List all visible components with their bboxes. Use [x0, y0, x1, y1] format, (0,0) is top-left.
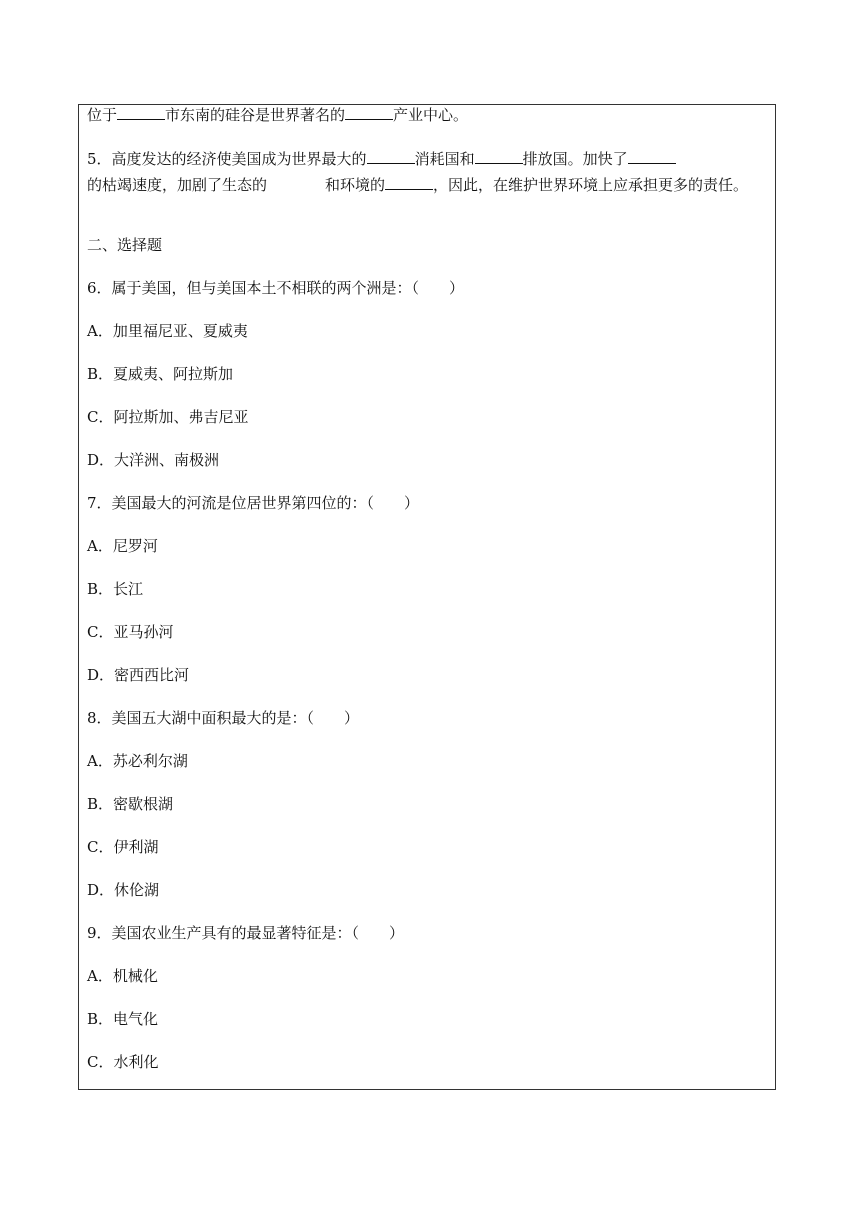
fill-blank [117, 105, 165, 120]
option-item: A．加里福尼亚、夏威夷 [87, 322, 248, 340]
text-segment: 高度发达的经济使美国成为世界最大的 [111, 150, 367, 168]
option-item: C．水利化 [87, 1053, 159, 1071]
option-item: D．休伦湖 [87, 881, 160, 899]
section-title: 二、选择题 [87, 236, 163, 254]
question-5-line-1 [87, 149, 676, 170]
question-stem: 6．属于美国，但与美国本土不相联的两个洲是：（ ） [87, 279, 465, 297]
option-item: C．亚马孙河 [87, 623, 174, 641]
fill-blank [385, 175, 433, 190]
question-5-line-2 [87, 175, 749, 196]
option-item: A．苏必利尔湖 [87, 752, 188, 770]
option-item: B．长江 [87, 580, 144, 598]
fill-blank [475, 149, 523, 164]
text-segment: 消耗国和 [414, 150, 475, 168]
document-frame [78, 104, 776, 1090]
text-segment: 产业中心。 [393, 106, 469, 124]
option-item: D．密西西比河 [87, 666, 190, 684]
option-item: B．密歇根湖 [87, 795, 174, 813]
question-stem: 8．美国五大湖中面积最大的是：（ ） [87, 709, 360, 727]
question-5-tail: ，因此，在维护世界环境上应承担更多的责任。 [433, 176, 749, 194]
option-item: C．伊利湖 [87, 838, 159, 856]
question-stem: 7．美国最大的河流是位居世界第四位的：（ ） [87, 494, 420, 512]
text-segment: 的枯竭速度，加剧了生态的 [87, 176, 268, 194]
fill-blank [345, 105, 393, 120]
option-item: B．电气化 [87, 1010, 159, 1028]
option-item: B．夏威夷、阿拉斯加 [87, 365, 234, 383]
option-item: A．尼罗河 [87, 537, 158, 555]
fill-blank [628, 149, 676, 164]
continuation-line [87, 105, 468, 126]
empty-gap [267, 176, 325, 190]
fill-blank [367, 149, 415, 164]
text-segment: 市东南的硅谷是世界著名的 [165, 106, 346, 124]
text-segment: 排放国。加快了 [522, 150, 628, 168]
text-segment: 位于 [87, 106, 118, 124]
question-number: 5． [87, 150, 112, 168]
question-stem: 9．美国农业生产具有的最显著特征是：（ ） [87, 924, 405, 942]
option-item: D．大洋洲、南极洲 [87, 451, 220, 469]
option-item: A．机械化 [87, 967, 158, 985]
option-item: C．阿拉斯加、弗吉尼亚 [87, 408, 249, 426]
text-segment: 和环境的 [325, 176, 386, 194]
